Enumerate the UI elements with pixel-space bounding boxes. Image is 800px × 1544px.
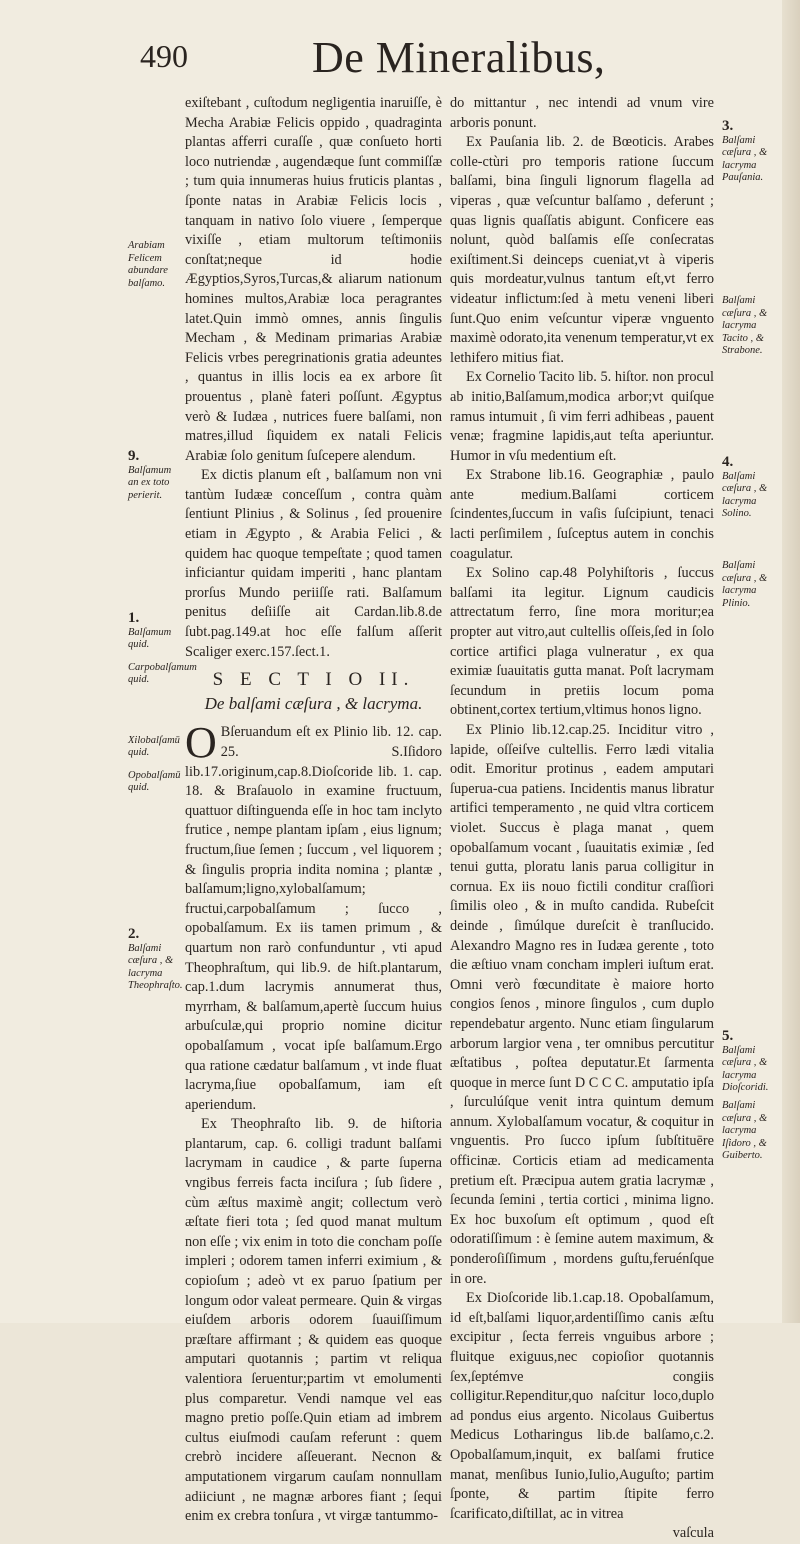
margin-note-right-5: 5. Balſami cæſura , & lacryma Dioſcoridi. (722, 1030, 782, 1095)
margin-note-right-3: 4. Balſami cæſura , & lacryma Solino. (722, 456, 782, 521)
drop-cap: O (185, 718, 217, 768)
paragraph: Ex Solino cap.48 Polyhiſtoris , ſuccus balſami ita legitur. Lignum caudicis attrectatum ferro, ſine mora moritur;ea propter aut vitro,aut cultellis oſſeis,ſed in ſolo cortice artifici plaga vulneratur , ex qua eximiæ ſuauitatis gutta manat. Poſt lacrymam ſecundum in pretiis locum poma obtinent,cortex tertium,vltimus honos ligno. (450, 565, 714, 719)
margin-number: 1. (128, 610, 140, 626)
text-column-right (450, 94, 714, 1544)
margin-note-left-4: 2. Balſami cæſura , & lacryma Theophraſto. (128, 926, 183, 991)
running-title: De Mineralibus, (312, 33, 606, 82)
margin-note-left-1: Arabiam Felicem abundare balſamo. (128, 240, 168, 289)
section-heading: S E C T I O II. (212, 669, 415, 691)
paragraph: Ex Strabone lib.16. Geographiæ , paulo ante medium.Balſami corticem ſcindentes,ſuccum in vaſis ſuſcipiunt, tenaci lacti perſimilem , ſuſceptus autem in conchis coagulatur. (450, 467, 714, 562)
margin-number: 3. (722, 118, 734, 134)
margin-number: 5. (722, 1028, 734, 1044)
paragraph: Ex Theophraſto lib. 9. de hiſtoria plantarum, cap. 6. colligi tradunt balſami lacrymam in caudice , & parte ſuperna vngibus ferreis facta inciſura ; ſub ſidere , cùm æſtus maximè angit; collectum verò æſtate fieri tota ; ſed quod manat multum non eſſe ; vix enim in toto die concham poſſe impleri ; odorem tamen inferri eximium , & copioſum ; adeò vt ex paruo ſpatium per longum odor valeat permeare. Quin & virgas eiuſdem arboris odorem ſuauiſſimum præſtare affirmant ; & quidem eas quoque amputari quotannis ; partim vt reliqua valentiora ſeruentur;partim vt emolumenti plus comparetur. Vendi namque vel eas magno pretio poſſe.Quin etiam ad imbrem cultus eiuſmodi cauſam referunt : quem crebrò incidere aſſeuerant. Necnon & amputationem virgarum cauſam nonnullam adiiciunt , ne magnæ arbores fiant ; ſequi enim ex crebra tonſura , vt virgæ tantummo- (185, 1116, 442, 1525)
catchword: vaſcula (672, 1525, 714, 1542)
section-subtitle: De balſami cæſura , & lacryma. (204, 693, 423, 713)
margin-note-right-4: Balſami cæſura , & lacryma Plinio. (722, 560, 768, 609)
paragraph: Ex Dioſcoride lib.1.cap.18. Opobalſamum, id eſt,balſami liquor,ardentiſſimo canis æſtu excipitur , ſecta ferreis vnguibus arbore ; fluitque exiguus,nec copioſior quotannis ſex,ſeptémve congiis colligitur.Rependitur,quo naſcitur loco,duplo ad pondus eius argento. Nicolaus Guibertus Medicus Lotharingus lib.de balſamo,c.2. Opobalſamum,inquit, ex balſami frutice manat, menſibus Iunio,Iulio,Auguſto; partim ſponte, & partim ſtipite ferro ſcarificato,diſtillat, ac in vitrea (450, 1290, 714, 1522)
paragraph: Ex Plinio lib.12.cap.25. Inciditur vitro , lapide, oſſeiſve cultellis. Ferro lædi vitalia odit. Emoritur protinus , eadem amputari ſuperua-cua patiens. Incidentis manus libratur artifici temperamento , ne quid vltra corticem violet. Succus è plaga manat , quem opobalſamum vocant , ſuauitatis eximiæ , ſed tenui gutta, ploratu lanis parua colligitur in cornua. Ex iis nouo fictili conditur craſſiori ſimilis oleo , & in muſto candida. Rubeſcit deinde , ſimúlque dureſcit è tranſlucido. Alexandro Magno res in Iudæa gerente , toto die æſtiuo vnam concham impleri iuſtum erat. Omni verò fœcunditate è maiore horto congios ſenos , minore ſingulos , cum duplo rependebatur argento. Nunc etiam ſingularum arborum largior vena , ter omnibus percutitur æſtatibus , poſtea deputatur.Et ſarmenta quoque in merce ſunt D C C C. amputatio ipſa , ſurculúſque venit intra quintum demum annum. Xylobalſamum vocatur, & coquitur in vnguentis. Pro ſucco ipſum ſubſtituēre officinæ. Corticis etiam ad medicamenta pretium eſt. Præcipua autem gratia lacrymæ , ſecunda ſemini , tertia cortici , minima ligno. Ex hoc buxoſum eſt optimum , quod eſt odoratiſſimum : è ſemine autem maximum, & ponderoſiſſimum , mordens guſtu,feruénſque in ore. (450, 722, 714, 1287)
paragraph: exiſtebant , cuſtodum negligentia inaruiſſe, è Mecha Arabiæ Felicis oppido , quadraginta plantas afferri curaſſe , quæ conſueto horti loco nutriendæ , augendæque ſunt commiſſæ ; tum quia innumeras huius fruticis plantas , ſponte natas in Arabiæ Felicis locis , tanquam in nativo ſolo viuere , ſemperque vixiſſe , etiam multorum teſtimoniis conſtat;neque id hodie Ægyptios,Syros,Turcas,& aliarum nationum homines multos,Arabiæ loca peragrantes latet.Quin immò omnes, annis ſingulis Mecham , & Medinam primarias Arabiæ Felicis vrbes peregrinationis gratia adeuntes , quantus in illis locis ea ex arbore ſit prouentus , planè fateri poſſunt. Ægyptus verò & Iudæa , nutrices fuere balſami, non matres,illud ſiquidem ex natali Felicis Arabiæ ſolo genitum ſuſcepere alendum. (185, 95, 442, 464)
text-column-left (185, 94, 442, 1527)
paragraph: Ex Cornelio Tacito lib. 5. hiſtor. non procul ab initio,Balſamum,modica arbor;vt quiſque ramus intumuit , ſi vim ferri adhibeas , pauent venæ; fragmine lapidis,aut teſta aperiuntur. Humor in vſu medentium eſt. (450, 369, 714, 464)
margin-note-left-3: 1. Balſamum quid. Carpobalſamum quid. Xilobalſamū quid. Opobalſamū quid. (128, 610, 197, 793)
margin-note-right-1: 3. Balſami cæſura , & lacryma Pauſania. (722, 120, 782, 185)
margin-note-left-2: 9. Balſamum an ex toto perierit. (128, 450, 183, 502)
margin-number: 2. (128, 926, 140, 942)
paragraph: do mittantur , nec intendi ad vnum vire arboris ponunt. (450, 95, 714, 131)
page-header (140, 33, 780, 88)
page-number: 490 (140, 38, 188, 74)
paragraph: O Bſeruandum eſt ex Plinio lib. 12. cap. 25. S.Iſidoro lib.17.originum,cap.8.Dioſcoride lib. 1. cap. 18. & Braſauolo in examine fructuum, quattuor diſtinguenda eſſe in hoc tam inclyto frutice , nempe plantam ipſam , eius lignum; fructum,ſiue ſemen ; ſuccum , vel liquorem ; & ſingulis propria indita nomina ; plantæ , balſamum;ligno,xylobalſamum; fructui,carpobalſamum ; ſucco , opobalſamum. Ex iis tamen primum , & quartum non rarò confunduntur , vti apud Theophraſtum, qui lib.9. de hiſt.plantarum, cap.1.dum lacrymis annumerat thus, myrrham, & balſamum,apertè ſuccum huius arbuſculæ,qui proprio nomine dicitur opobalſamum , vocat ipſe balſamum.Ergo qua ratione cædatur balſamum , vt inde fluat lacryma,ſiue opobalſamum, iam eſt aperiendum. (185, 718, 442, 1113)
margin-note-right-6: Balſami cæſura , & lacryma Iſidoro , & Guiberto. (722, 1100, 768, 1161)
margin-number: 9. (128, 448, 140, 464)
margin-note-right-2: Balſami cæſura , & lacryma Tacito , & Strabone. (722, 295, 768, 356)
margin-number: 4. (722, 454, 734, 470)
paragraph: Ex dictis planum eſt , balſamum non vni tantùm Iudææ conceſſum , contra quàm ſentiunt Plinius , & Solinus , ſed prouenire etiam in Ægypto , & Arabia Felici , & quidem hac quoque tempeſtate ; quod tamen inficiantur quidam imperiti , hanc plantam prorſus Mundo periiſſe rati. Balſamum penitus deſiiſſe ait Cardan.lib.8.de ſubt.pag.149.at hoc eſſe falſum aſſerit Scaliger exerc.157.ſect.1. (185, 467, 442, 660)
paragraph: Ex Pauſania lib. 2. de Bœoticis. Arabes colle-ctùri pro temporis ratione ſuccum balſami, bina ſinguli lignorum flagella ad viperas , quæ veſcuntur balſamo , deferunt ; quas lignis quaſſatis abigunt. Conficere eas nolunt, quòd balſamis eſſe conſecratas exiſtiment.Si deinceps cueniat,vt à viperis quis mordeatur,vulnus tantum eſt,vt ferro videatur inflictum:ſed à metu veneni liberi ſunt.Quo enim veſcuntur viperæ vnguento maximè odorato,ita venenum temperatur,vt ex lethifero mitius fiat. (450, 134, 714, 366)
page-edge (782, 0, 800, 1323)
